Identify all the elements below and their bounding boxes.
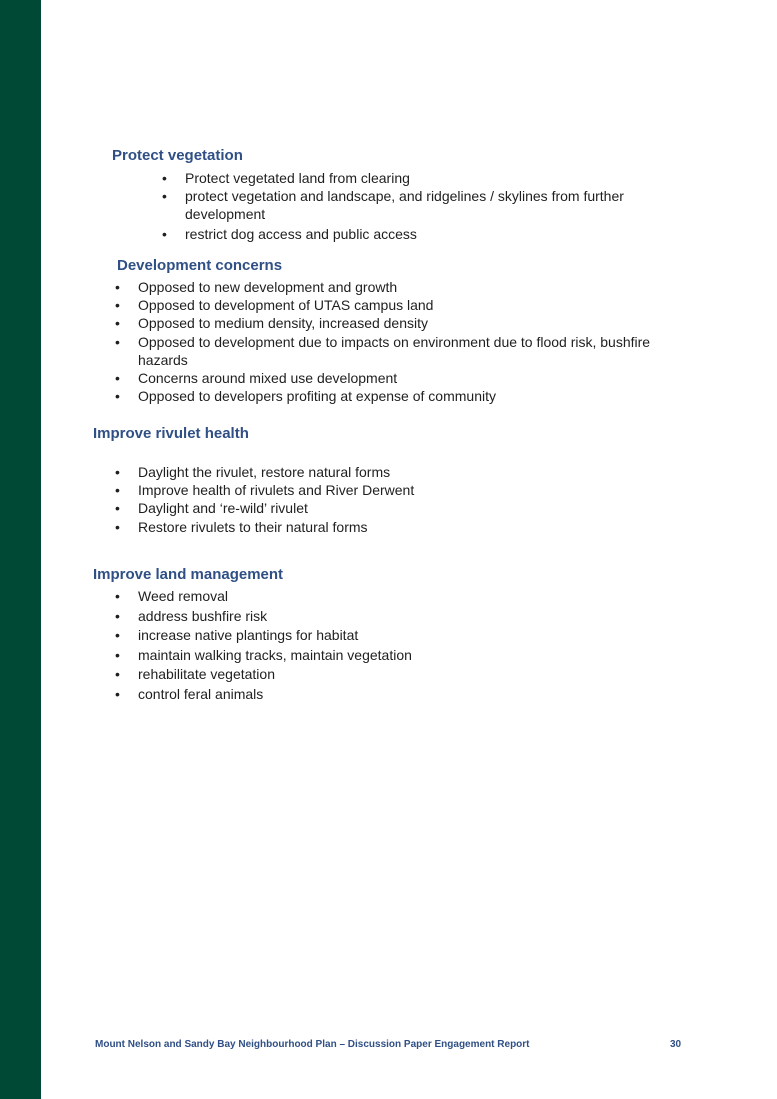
list-item: • Opposed to development due to impacts on environment due to flood risk, bushfire hazards	[113, 333, 693, 369]
list-item: • Improve health of rivulets and River Derwent	[113, 481, 693, 499]
page-number: 30	[670, 1039, 682, 1050]
list-item: • Restore rivulets to their natural forms	[113, 518, 693, 536]
footer-title: Mount Nelson and Sandy Bay Neighbourhood Plan – Discussion Paper Engagement Report	[95, 1039, 530, 1050]
page-side-bar	[0, 0, 41, 1099]
section-heading: Improve land management	[93, 566, 284, 583]
list-item: • Daylight the rivulet, restore natural forms	[113, 463, 693, 481]
section-heading: Development concerns	[117, 257, 283, 274]
list-item: • Concerns around mixed use development	[113, 369, 693, 387]
bullet-list	[113, 463, 693, 536]
list-item: • address bushfire risk	[113, 607, 693, 627]
list-item: • Protect vegetated land from clearing	[160, 169, 660, 187]
section-heading: Protect vegetation	[112, 147, 243, 164]
list-item: • Opposed to development of UTAS campus land	[113, 296, 693, 314]
list-item: • protect vegetation and landscape, and ridgelines / skylines from further development	[160, 187, 660, 223]
bullet-list	[160, 169, 660, 243]
section-heading: Improve rivulet health	[93, 425, 249, 442]
list-item: • Opposed to medium density, increased density	[113, 314, 693, 332]
list-item: • restrict dog access and public access	[160, 225, 660, 243]
list-item: • Weed removal	[113, 587, 693, 607]
list-item: • Daylight and ‘re-wild’ rivulet	[113, 499, 693, 517]
list-item: • maintain walking tracks, maintain vegetation	[113, 646, 693, 666]
list-item: • Opposed to new development and growth	[113, 278, 693, 296]
list-item: • control feral animals	[113, 685, 693, 705]
list-item: • rehabilitate vegetation	[113, 665, 693, 685]
list-item: • Opposed to developers profiting at expense of community	[113, 387, 693, 405]
bullet-list	[113, 587, 693, 704]
list-item: • increase native plantings for habitat	[113, 626, 693, 646]
bullet-list	[113, 278, 693, 405]
